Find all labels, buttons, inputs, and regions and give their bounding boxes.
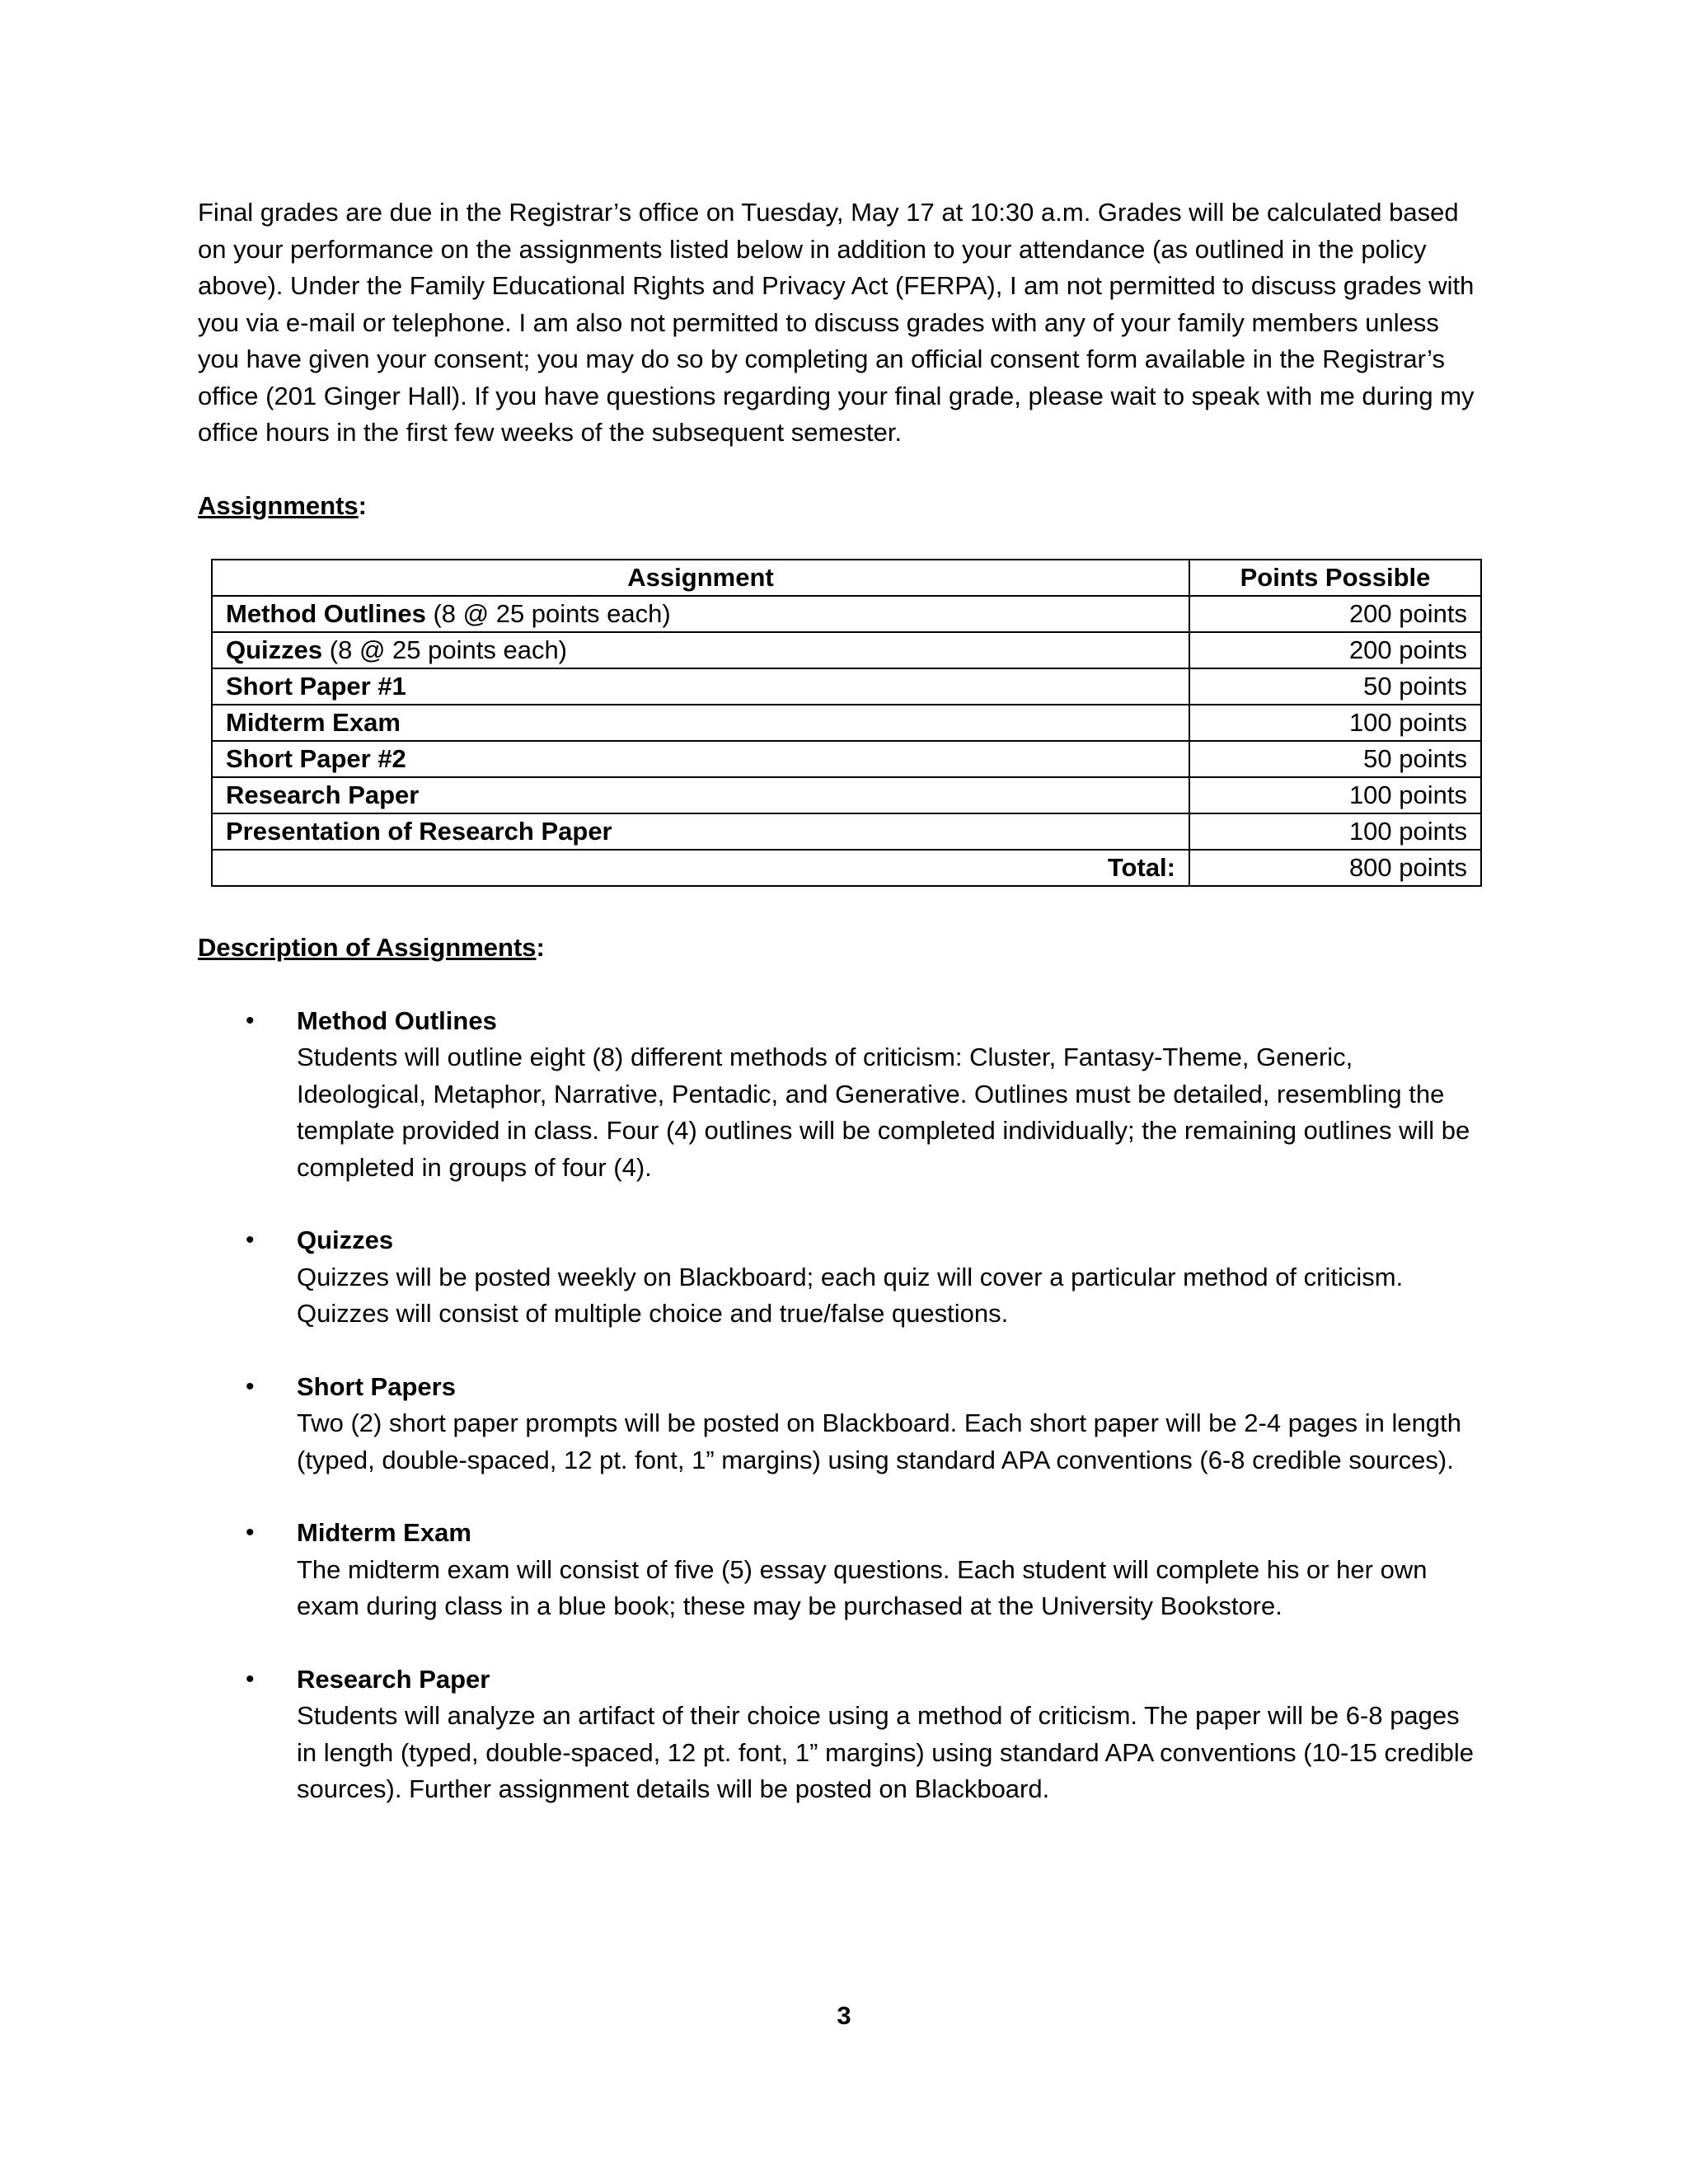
assignment-cell bbox=[212, 813, 1189, 850]
total-label: Total: bbox=[212, 850, 1189, 886]
total-points: 800 points bbox=[1189, 850, 1481, 886]
item-text: Students will analyze an artifact of their choice using a method of criticism. The paper will be 6-8 pages in length (typed, double-spaced, 12 pt. font, 1” margins) using standard APA conventions (10-15 credible sources). Further assignment details will be posted on Blackboard. bbox=[297, 1701, 1475, 1803]
points-cell: 100 points bbox=[1189, 777, 1481, 813]
item-text: The midterm exam will consist of five (5) essay questions. Each student will complete his or her own exam during class in a blue book; these may be purchased at the University Bookstore. bbox=[297, 1554, 1428, 1620]
assignment-name: Short Paper #1 bbox=[226, 672, 406, 701]
document-page bbox=[198, 194, 1500, 1844]
assignment-cell bbox=[212, 705, 1189, 741]
header-points-possible: Points Possible bbox=[1189, 560, 1481, 596]
bullet-icon: • bbox=[246, 1372, 255, 1400]
points-cell: 100 points bbox=[1189, 813, 1481, 850]
assignment-cell bbox=[212, 741, 1189, 777]
item-title: Research Paper bbox=[297, 1664, 490, 1694]
item-title: Quizzes bbox=[297, 1226, 394, 1254]
assignment-name: Presentation of Research Paper bbox=[226, 817, 612, 846]
points-cell: 100 points bbox=[1189, 705, 1481, 741]
assignments-heading-text: Assignments bbox=[198, 490, 359, 520]
header-assignment: Assignment bbox=[212, 560, 1189, 596]
points-cell: 50 points bbox=[1189, 741, 1481, 777]
assignment-name: Research Paper bbox=[226, 780, 420, 809]
item-title: Method Outlines bbox=[297, 1005, 497, 1035]
assignment-detail: (8 @ 25 points each) bbox=[322, 635, 568, 664]
assignments-heading-colon: : bbox=[358, 490, 367, 520]
table-row bbox=[212, 705, 1481, 741]
assignment-cell bbox=[212, 777, 1189, 813]
description-heading-text: Description of Assignments bbox=[198, 933, 537, 962]
bullet-icon: • bbox=[246, 1665, 255, 1693]
page-number: 3 bbox=[837, 2001, 851, 2030]
table-row bbox=[212, 596, 1481, 632]
table-row bbox=[212, 632, 1481, 668]
assignment-cell bbox=[212, 668, 1189, 705]
description-heading-colon: : bbox=[536, 933, 545, 962]
bullet-icon: • bbox=[246, 1006, 255, 1034]
list-item bbox=[198, 1369, 1475, 1479]
assignment-name: Short Paper #2 bbox=[226, 744, 406, 773]
list-item bbox=[198, 1222, 1475, 1333]
points-cell: 200 points bbox=[1189, 632, 1481, 668]
assignments-heading bbox=[198, 488, 1500, 525]
item-title: Midterm Exam bbox=[297, 1518, 471, 1547]
item-text: Two (2) short paper prompts will be posted on Blackboard. Each short paper will be 2-4 pages in length (typed, double-spaced, 12 pt. font, 1” margins) using standard APA conventions (6-8 credible sources). bbox=[297, 1408, 1461, 1474]
table-total-row bbox=[212, 850, 1481, 886]
list-item bbox=[198, 1003, 1475, 1187]
table-row bbox=[212, 741, 1481, 777]
item-text: Quizzes will be posted weekly on Blackboard; each quiz will cover a particular method of criticism. Quizzes will consist of multiple choice and true/false questions. bbox=[297, 1262, 1404, 1328]
table-row bbox=[212, 668, 1481, 705]
bullet-icon: • bbox=[246, 1519, 255, 1546]
assignment-cell bbox=[212, 632, 1189, 668]
assignment-name: Midterm Exam bbox=[226, 708, 401, 737]
description-list bbox=[198, 1003, 1500, 1808]
points-cell: 50 points bbox=[1189, 668, 1481, 705]
assignments-table bbox=[211, 559, 1482, 887]
intro-paragraph: Final grades are due in the Registrar’s office on Tuesday, May 17 at 10:30 a.m. Grades will be calculated based on your performance on the assignments listed below in addition to your attendance (as outlined in the policy above). Under the Family Educational Rights and Privacy Act (FERPA), I am not permitted to discuss grades with you via e-mail or telephone. I am also not permitted to discuss grades with any of your family members unless you have given your consent; you may do so by completing an official consent form available in the Registrar’s office (201 Ginger Hall). If you have questions regarding your final grade, please wait to speak with me during my office hours in the first few weeks of the subsequent semester. bbox=[198, 198, 1475, 447]
item-text: Students will outline eight (8) different methods of criticism: Cluster, Fantasy-Theme, Generic, Ideological, Metaphor, Narrative, Pentadic, and Generative. Outlines must be detailed, resembling the template provided in class. Four (4) outlines will be completed individually; the remaining outlines will be completed in groups of four (4). bbox=[297, 1043, 1470, 1182]
assignment-cell bbox=[212, 596, 1189, 632]
list-item bbox=[198, 1661, 1475, 1808]
list-item bbox=[198, 1515, 1475, 1625]
assignment-name: Method Outlines bbox=[226, 599, 426, 628]
assignment-detail: (8 @ 25 points each) bbox=[425, 599, 671, 628]
table-row bbox=[212, 777, 1481, 813]
points-cell: 200 points bbox=[1189, 596, 1481, 632]
item-title: Short Papers bbox=[297, 1371, 456, 1401]
table-header-row bbox=[212, 560, 1481, 596]
assignment-name: Quizzes bbox=[226, 635, 323, 664]
description-heading bbox=[198, 930, 1500, 967]
bullet-icon: • bbox=[246, 1226, 255, 1254]
table-row bbox=[212, 813, 1481, 850]
